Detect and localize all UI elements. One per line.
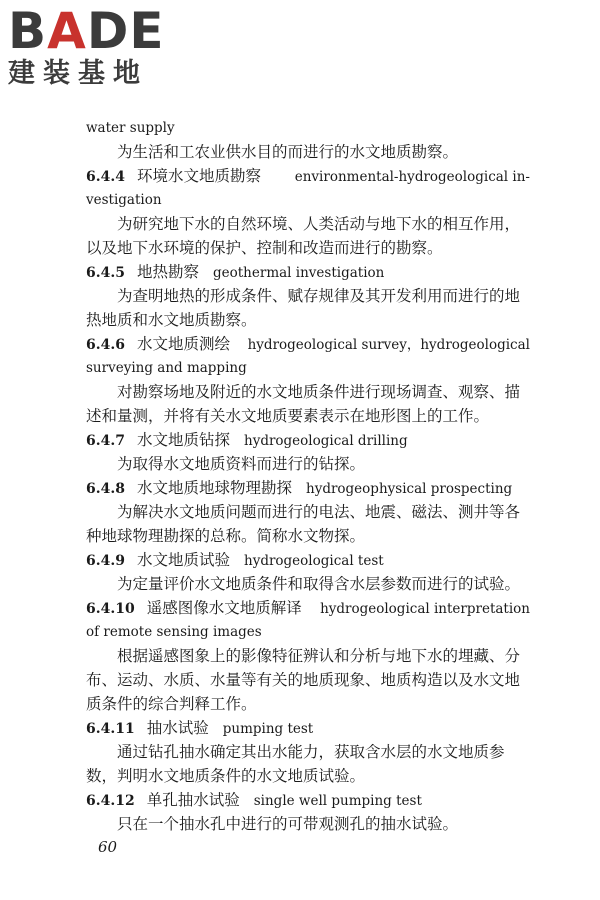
term-chinese: 地热勘察 [136,263,199,281]
term-heading-6-4-12 [86,788,530,812]
text-line: 为取得水文地质资料而进行的钻探。 [117,455,366,473]
term-number: 6.4.8 [86,481,125,497]
term-heading-6-4-10 [86,596,530,620]
text-line: 为定量评价水文地质条件和取得含水层参数而进行的试验。 [117,575,521,593]
term-number: 6.4.10 [86,601,135,617]
term-english: single well pumping test [253,793,422,809]
text-line: 通过钻孔抽水确定其出水能力，获取含水层的水文地质参 [117,743,505,761]
term-number: 6.4.4 [86,169,125,185]
text-line: 为解决水文地质问题而进行的电法、地震、磁法、测井等各 [117,503,521,521]
text-line: 只在一个抽水孔中进行的可带观测孔的抽水试验。 [117,815,459,833]
text-line: vestigation [86,192,162,208]
term-english: hydrogeological interpretation [320,601,530,617]
page-number: 60 [98,838,118,856]
term-english: environmental-hydrogeological in- [294,169,530,185]
logo-wordmark: BADE [8,2,165,60]
text-line: 述和量测，并将有关水文地质要素表示在地形图上的工作。 [86,407,490,425]
logo [8,2,178,90]
text-line: 数，判明水文地质条件的水文地质试验。 [86,767,366,785]
term-heading-6-4-8 [86,476,530,500]
term-number: 6.4.6 [86,337,125,353]
term-chinese: 环境水文地质勘察 [136,167,261,185]
text-line: surveying and mapping [86,360,247,376]
page-body [86,116,530,836]
term-heading-6-4-6 [86,332,530,356]
term-english: pumping test [222,721,314,737]
term-chinese: 水文地质测绘 [136,335,230,353]
term-chinese: 遥感图像水文地质解译 [146,599,302,617]
text-line: 以及地下水环境的保护、控制和改造而进行的勘察。 [86,239,443,257]
term-english: hydrogeological test [244,553,384,569]
term-number: 6.4.11 [86,721,135,737]
text-line: 为研究地下水的自然环境、人类活动与地下水的相互作用， [117,215,521,233]
term-chinese: 水文地质试验 [136,551,230,569]
text-line: 布、运动、水质、水量等有关的地质现象、地质构造以及水文地 [86,671,521,689]
text-line: 为生活和工农业供水目的而进行的水文地质勘察。 [117,143,459,161]
term-chinese: 水文地质钻探 [136,431,230,449]
term-heading-6-4-5 [86,260,530,284]
term-number: 6.4.9 [86,553,125,569]
text-line: water supply [86,120,175,136]
term-heading-6-4-11 [86,716,530,740]
term-english: hydrogeophysical prospecting [306,481,513,497]
text-line: 质条件的综合判释工作。 [86,695,257,713]
term-english: hydrogeological drilling [244,433,408,449]
term-chinese: 单孔抽水试验 [146,791,240,809]
term-english: geothermal investigation [213,265,385,281]
term-english: hydrogeological survey，hydrogeological [247,337,530,353]
text-line: 热地质和水文地质勘察。 [86,311,257,329]
text-line: 对勘察场地及附近的水文地质条件进行现场调查、观察、描 [117,383,521,401]
logo-chinese-name: 建装基地 [8,58,148,89]
term-chinese: 抽水试验 [146,719,209,737]
term-number: 6.4.5 [86,265,125,281]
term-heading-6-4-4 [86,164,530,188]
term-chinese: 水文地质地球物理勘探 [136,479,292,497]
text-line: of remote sensing images [86,624,262,640]
term-number: 6.4.12 [86,793,135,809]
text-line: 根据遥感图象上的影像特征辨认和分析与地下水的埋藏、分 [117,647,521,665]
text-line: 为查明地热的形成条件、赋存规律及其开发利用而进行的地 [117,287,521,305]
text-line: 种地球物理勘探的总称。简称水文物探。 [86,527,366,545]
term-number: 6.4.7 [86,433,125,449]
term-heading-6-4-9 [86,548,530,572]
term-heading-6-4-7 [86,428,530,452]
